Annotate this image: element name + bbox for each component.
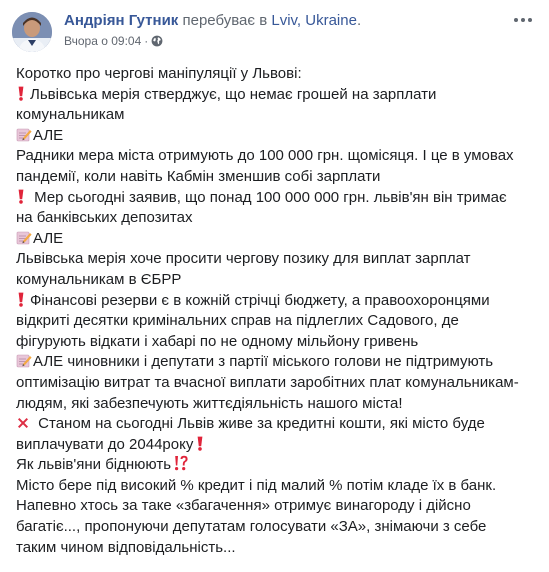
post-line-text: АЛЕ [33,126,64,144]
memo-icon [16,127,32,142]
post-line-text: відкриті десятки кримінальних справ на підлеглих Садового, де [16,312,459,330]
post-line [16,394,538,415]
red-exclamation-icon [195,436,205,451]
post-line-text: Як львів'яни біднюють [16,456,172,474]
more-options-dot [521,18,525,22]
post-line [16,167,538,188]
post-title-line [64,11,497,30]
post-line-text: виплачувати до 2044року [16,435,194,453]
location-link[interactable]: Lviv, Ukraine [271,12,357,29]
post-line-text: Радники мера міста отримують до 100 000 грн. щомісяця. І це в умовах [16,147,514,165]
post-line-text: на банківських депозитах [16,209,193,227]
post-line-text: Мер сьогодні заявив, що понад 100 000 000 грн. львів'ян він тримає [30,188,507,206]
post-line-text: комунальникам в ЄБРР [16,270,182,288]
author-avatar[interactable] [12,12,52,52]
post-line [16,414,538,435]
red-interrobang-icon [173,455,189,471]
more-options-dot [528,18,532,22]
post-line-text: Фінансові резерви є в кожній стрічці бюджету, а правоохоронцями [30,291,490,309]
post-line-text: пандемії, коли навіть Кабмін зменшив собі зарплати [16,167,381,185]
location-suffix: . [356,12,362,29]
post-line [16,373,538,394]
post-line [16,105,538,126]
post-line [16,208,538,229]
post-line-text: оптимізацію витрат та вчасної виплати заробітних плат комунальникам- [16,373,519,391]
red-exclamation-icon [16,292,26,307]
post-line-text: Львівська мерія хоче просити чергову позику для виплат зарплат [16,250,471,268]
post-line-text: таким чином відповідальність... [16,538,236,556]
post-line [16,229,538,250]
author-name-link[interactable]: Андріян Гутник [64,12,179,29]
more-options-button[interactable] [509,10,537,30]
post-line [16,496,538,517]
post-timestamp[interactable]: Вчора о 09:04 [64,34,142,48]
meta-separator: · [144,34,149,48]
post-line-text: комунальникам [16,106,125,124]
post-line-text: багатіє..., пропонуючи депутатам голосувати «ЗА», знімаючи з себе [16,518,487,536]
post-body [16,64,538,558]
post-line-text: АЛЕ чиновники і депутати з партії міського голови не підтримують [33,353,494,371]
post-line [16,85,538,106]
post-header [12,8,537,58]
memo-icon [16,353,32,368]
red-exclamation-icon [16,189,26,204]
post-line-text: Станом на сьогодні Львів живе за кредитні кошти, які місто буде [34,415,485,433]
post-line [16,538,538,559]
post-line [16,291,538,312]
post-line [16,455,538,476]
memo-icon [16,230,32,245]
post-line [16,311,538,332]
more-options-dot [514,18,518,22]
post-line-text: людям, які забезпечують життєдіяльність нашого міста! [16,394,403,412]
post-line [16,126,538,147]
red-exclamation-icon [16,86,26,101]
red-cross-icon [16,416,30,430]
post-line [16,352,538,373]
post-line [16,332,538,353]
post-line-text: Львівська мерія стверджує, що немає грошей на зарплати [30,85,437,103]
post-line [16,64,538,85]
post-line-text: Коротко про чергові маніпуляції у Львові: [16,65,302,82]
status-text: перебуває в [182,12,268,29]
post-line-text: Місто бере під високий % кредит і під малий % потім кладе їх в банк. [16,476,497,494]
post-line [16,249,538,270]
post-line [16,435,538,456]
post-line [16,476,538,497]
post-line [16,146,538,167]
post-line [16,270,538,291]
post-line-text: АЛЕ [33,229,64,247]
avatar-photo [12,12,52,52]
post-line-text: Напевно хтось за таке «збагачення» отримує винагороду і дійсно [16,497,471,515]
post-time-line [64,33,497,49]
post-meta [64,11,497,49]
post-line [16,188,538,209]
globe-icon[interactable] [151,35,163,47]
post-line-text: фігурують відкати і хабарі по не одному мільйону гривень [16,332,419,350]
post-line [16,517,538,538]
